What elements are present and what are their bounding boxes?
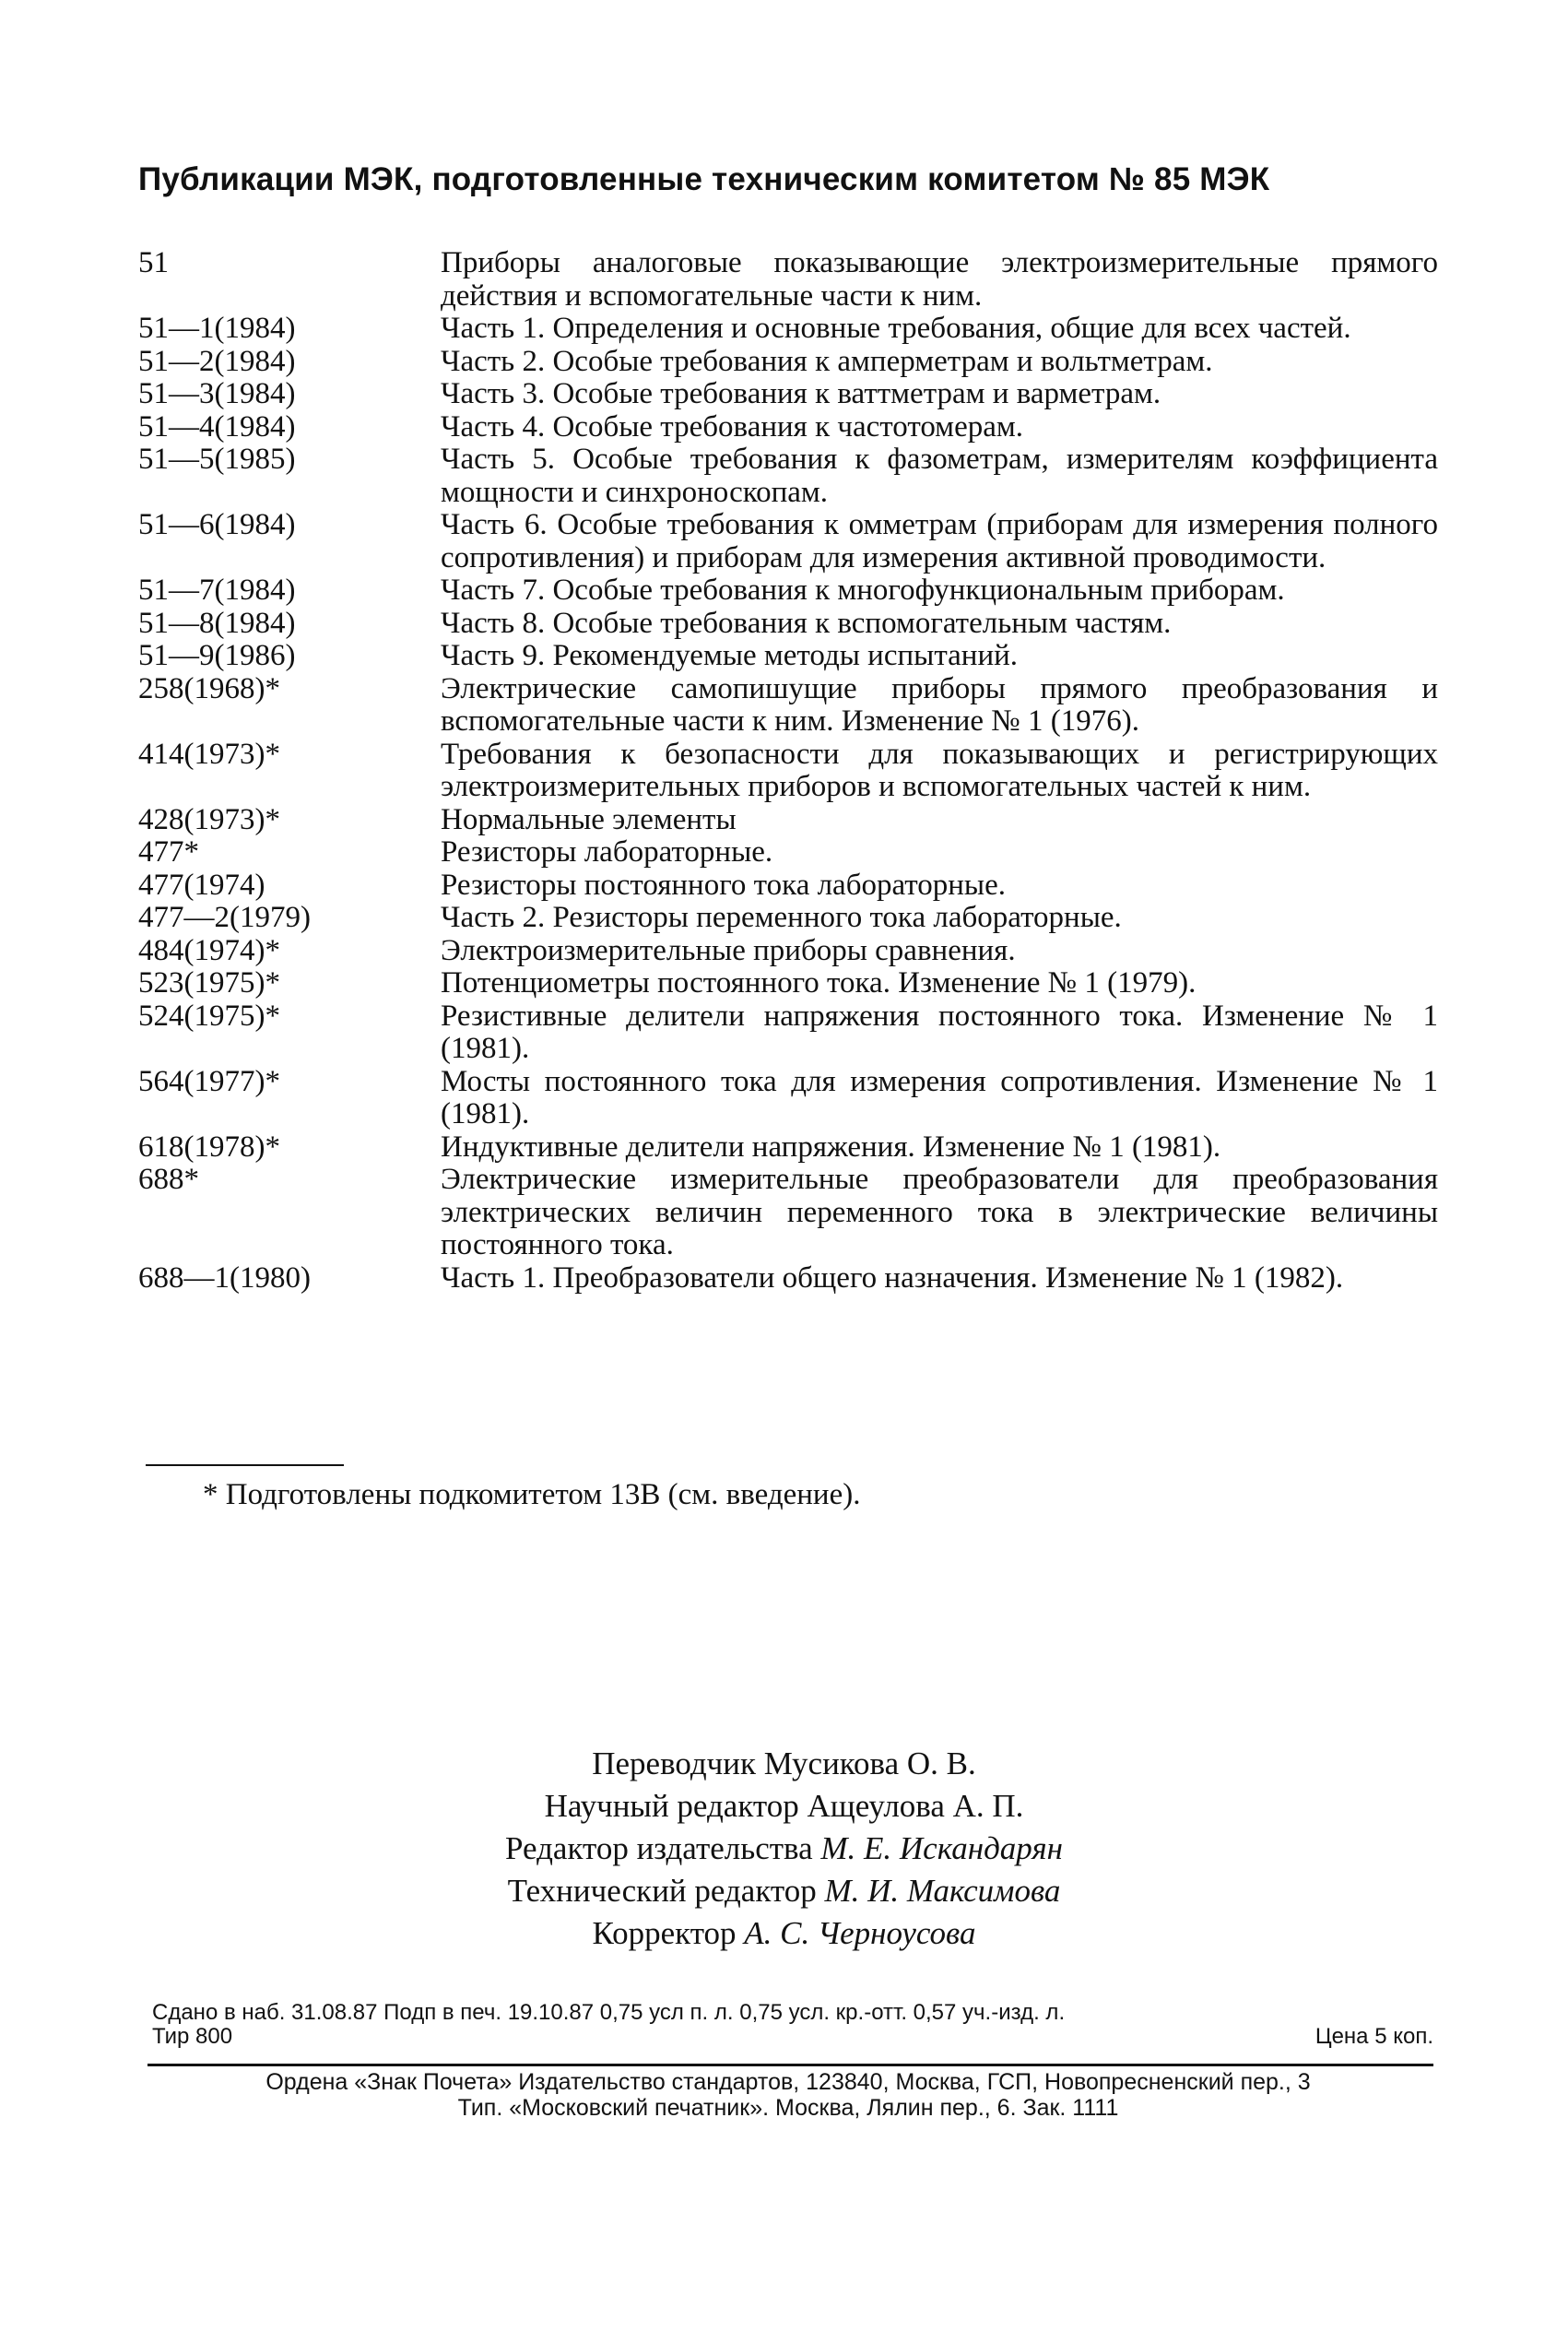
publication-title: Часть 1. Определения и основные требования, общие для всех частей. [441, 312, 1351, 345]
imprint-details: Сдано в наб. 31.08.87 Подп в печ. 19.10.87 0,75 усл п. л. 0,75 усл. кр.-отт. 0,57 уч.-изд. л. [152, 2000, 1066, 2025]
page-heading: Публикации МЭК, подготовленные техническим комитетом № 85 МЭК [138, 161, 1270, 197]
publication-row [138, 247, 1438, 313]
publication-row [138, 967, 1438, 1000]
publication-title: Часть 5. Особые требования к фазометрам, измерителям коэффициента мощности и синхроноскопам. [441, 443, 1438, 509]
printer-line: Ордена «Знак Почета» Издательство стандартов, 123840, Москва, ГСП, Новопресненский пер., 3 [265, 2069, 1311, 2095]
publication-title: Часть 8. Особые требования к вспомогательным частям. [441, 606, 1172, 640]
publication-title: Нормальные элементы [441, 802, 737, 836]
imprint-line [152, 2001, 1433, 2025]
publication-code: 428(1973)* [138, 802, 280, 836]
publication-title: Часть 6. Особые требования к омметрам (приборам для измерения полного сопротивления) и приборам для измерения активной проводимости. [441, 508, 1438, 574]
publication-row [138, 1164, 1438, 1262]
publication-title: Мосты постоянного тока для измерения сопротивления. Изменение № 1 (1981). [441, 1064, 1438, 1130]
credit-role: Редактор издательства [505, 1830, 813, 1866]
publication-code: 477(1974) [138, 868, 265, 902]
publication-title: Индуктивные делители напряжения. Изменение № 1 (1981). [441, 1130, 1221, 1164]
publication-row [138, 574, 1438, 608]
publication-code: 51—2(1984) [138, 344, 296, 378]
publication-code: 618(1978)* [138, 1130, 280, 1164]
footnote-divider [146, 1464, 344, 1466]
publications-list [138, 247, 1438, 1295]
publication-code: 51—6(1984) [138, 508, 296, 541]
credit-name: А. С. Черноусова [744, 1915, 976, 1951]
publication-title: Резистивные делители напряжения постоянного тока. Изменение № 1 (1981). [441, 999, 1438, 1065]
publication-code: 51 [138, 246, 169, 279]
publication-row [138, 673, 1438, 739]
credits-block [0, 1743, 1568, 1955]
publication-code: 524(1975)* [138, 999, 280, 1033]
publication-row [138, 870, 1438, 903]
publication-code: 51—1(1984) [138, 312, 296, 345]
credit-technical-editor [0, 1870, 1568, 1912]
credit-translator [0, 1743, 1568, 1785]
credit-role: Технический редактор [507, 1873, 817, 1909]
credit-scientific-editor [0, 1785, 1568, 1828]
publication-title: Приборы аналоговые показывающие электроизмерительные прямого действия и вспомогательные части к ним. [441, 246, 1438, 313]
credit-name: М. Е. Искандарян [820, 1830, 1063, 1866]
publication-code: 51—7(1984) [138, 574, 296, 607]
publication-title: Электроизмерительные приборы сравнения. [441, 933, 1016, 967]
publication-title: Часть 4. Особые требования к частотомерам. [441, 409, 1023, 444]
publication-row [138, 378, 1438, 411]
publication-code: 564(1977)* [138, 1064, 280, 1098]
publication-title: Требования к безопасности для показывающих и регистрирующих электроизмерительных приборов и вспомогательных частей к ним. [441, 737, 1438, 803]
imprint-block [152, 2001, 1433, 2049]
publication-row [138, 1066, 1438, 1131]
publication-title: Резисторы постоянного тока лабораторные. [441, 868, 1006, 902]
publication-title: Электрические самопишущие приборы прямого преобразования и вспомогательные части к ним. Изменение № 1 (1976). [441, 671, 1438, 738]
publication-code: 477—2(1979) [138, 901, 311, 934]
publication-code: 484(1974)* [138, 933, 280, 967]
publication-code: 414(1973)* [138, 737, 280, 771]
publication-code: 51—5(1985) [138, 443, 296, 476]
publication-code: 688—1(1980) [138, 1260, 311, 1295]
publication-title: Часть 7. Особые требования к многофункциональным приборам. [441, 574, 1285, 607]
publication-title: Резисторы лабораторные. [441, 835, 773, 869]
publication-code: 258(1968)* [138, 671, 280, 705]
printer-info [138, 2069, 1438, 2121]
publication-row [138, 608, 1438, 641]
publication-title: Потенциометры постоянного тока. Изменение № 1 (1979). [441, 966, 1197, 1000]
publication-row [138, 935, 1438, 968]
publication-code: 523(1975)* [138, 966, 280, 1000]
publication-row [138, 1262, 1438, 1296]
credit-name: Мусикова О. В. [763, 1745, 976, 1781]
credit-role: Корректор [592, 1915, 737, 1951]
footnote: * Подготовлены подкомитетом 13В (см. введение). [203, 1478, 861, 1511]
publication-row [138, 313, 1438, 346]
publication-title: Электрические измерительные преобразователи для преобразования электрических величин переменного тока в электрические величины постоянного тока. [441, 1163, 1438, 1261]
publication-row [138, 836, 1438, 870]
publication-row [138, 1000, 1438, 1066]
imprint-line [152, 2025, 1433, 2049]
publication-title: Часть 2. Резисторы переменного тока лабораторные. [441, 901, 1122, 934]
credit-role: Научный редактор [544, 1788, 799, 1824]
publication-code: 51—3(1984) [138, 377, 296, 410]
credit-role: Переводчик [592, 1745, 757, 1781]
publication-code: 477* [138, 835, 199, 869]
imprint-price: Цена 5 коп. [1315, 2024, 1433, 2049]
publication-title: Часть 1. Преобразователи общего назначения. Изменение № 1 (1982). [441, 1260, 1344, 1295]
publication-row [138, 902, 1438, 935]
publication-code: 51—4(1984) [138, 409, 296, 444]
printer-line: Тип. «Московский печатник». Москва, Лялин пер., 6. Зак. 1111 [457, 2095, 1119, 2121]
credit-publisher-editor [0, 1828, 1568, 1870]
credit-name: Ащеулова А. П. [807, 1788, 1024, 1824]
publication-code: 688* [138, 1163, 199, 1196]
publication-row [138, 640, 1438, 673]
publication-title: Часть 3. Особые требования к ваттметрам и варметрам. [441, 377, 1161, 410]
publication-row [138, 509, 1438, 574]
publication-row [138, 444, 1438, 509]
publication-row [138, 739, 1438, 804]
imprint-tirage: Тир 800 [152, 2024, 233, 2049]
credit-name: М. И. Максимова [824, 1873, 1061, 1909]
publication-code: 51—8(1984) [138, 606, 296, 640]
imprint-divider [147, 2064, 1433, 2066]
publication-row [138, 804, 1438, 837]
publication-title: Часть 2. Особые требования к амперметрам и вольтметрам. [441, 344, 1213, 378]
publication-row [138, 346, 1438, 379]
publication-row [138, 1131, 1438, 1165]
publication-title: Часть 9. Рекомендуемые методы испытаний. [441, 639, 1019, 672]
publication-code: 51—9(1986) [138, 639, 296, 672]
publication-row [138, 411, 1438, 444]
credit-proofreader [0, 1912, 1568, 1955]
